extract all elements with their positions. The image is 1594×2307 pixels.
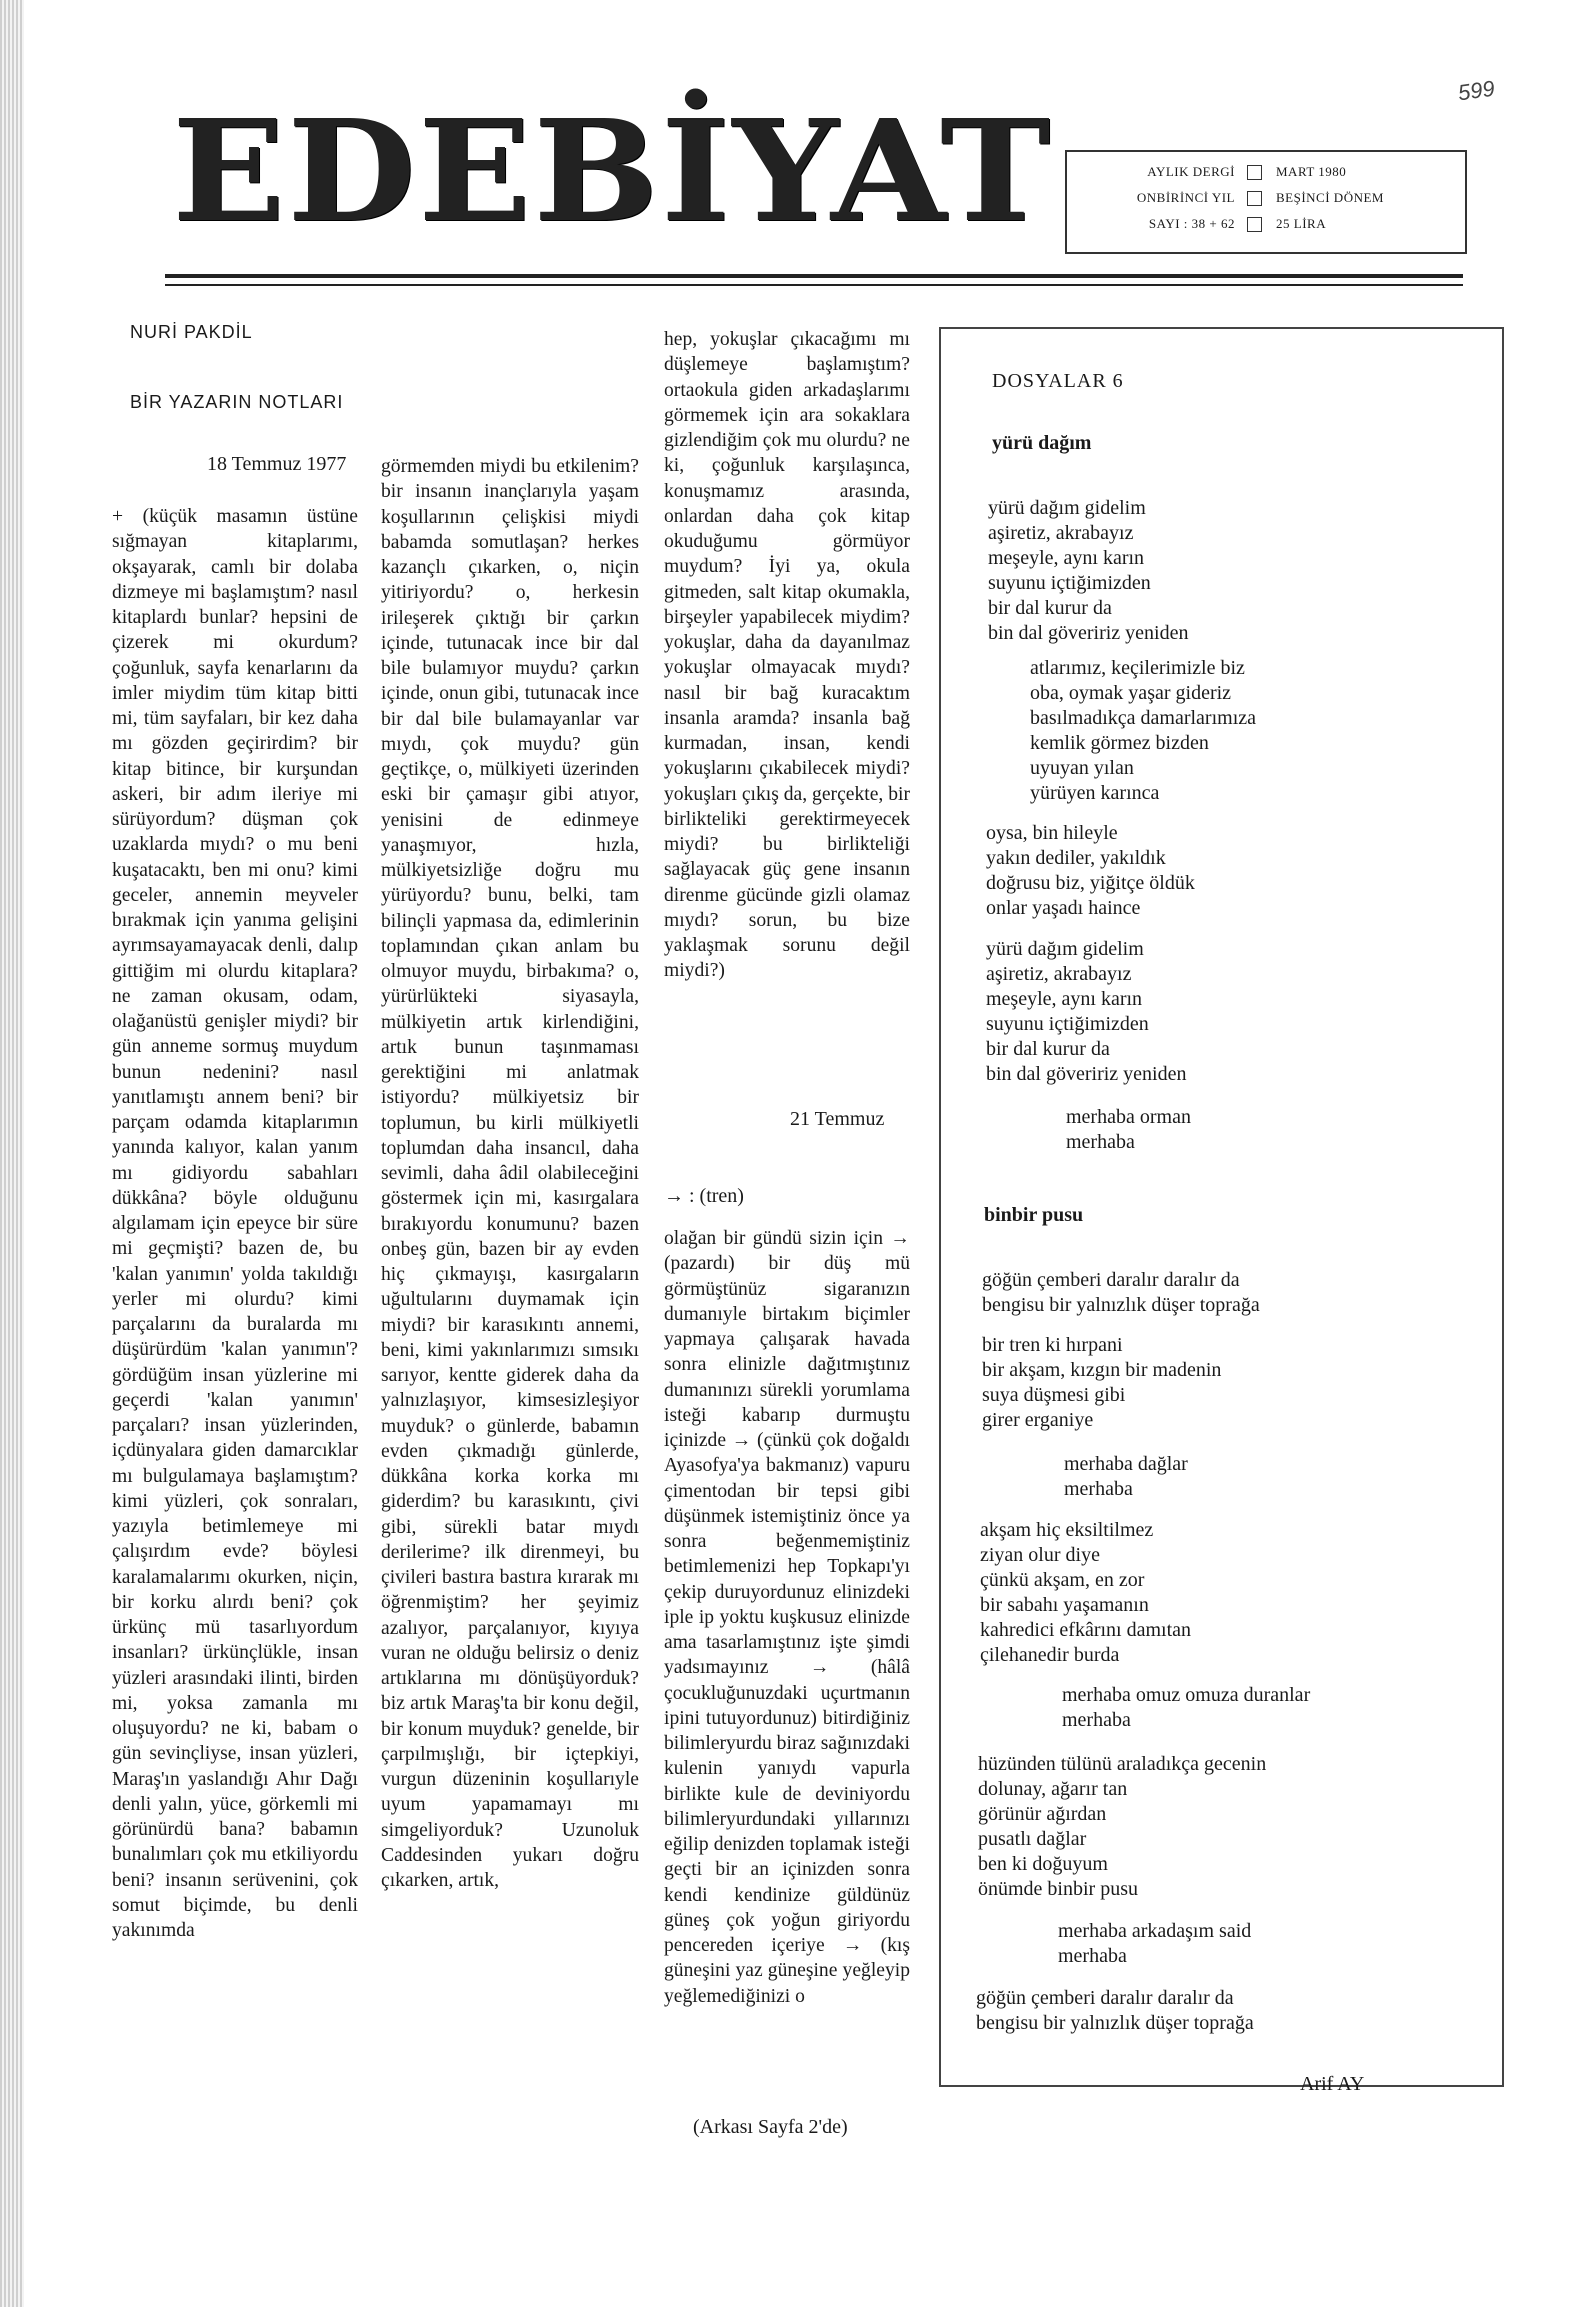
poem-title: yürü dağım [992,432,1092,454]
info-label: ONBİRİNCİ YIL [1136,190,1235,205]
info-row-3 [1067,216,1326,232]
info-label: SAYI : 38 + 62 [1148,216,1235,231]
poem-stanza: akşam hiç eksiltilmez ziyan olur diye çünkü akşam, en zor bir sabahı yaşamanın kahredici efkârını damıtan çilehanedir burda [980,1519,1192,1666]
poem-stanza: merhaba arkadaşım said merhaba [1058,1920,1252,1967]
column-text: görmemden miydi bu etkilenim? bir insanın inançlarıyla yaşam koşullarının çelişkisi miydi babamda somutlaşan? herkes kazançlı çıkarken, o, niçin yitiriyordu? o, herkesin irileşerek çıktığı bir çarkın içinde, tutunacak ince bir dal bile bulamıyor muydu? çarkın içinde, onun gibi, tutunacak ince bir dal bile bulamayanlar var mıydı, çok muydu? gün geçtikçe, o, mülkiyeti üzerinden eski bir çamaşır gibi atıyor, yenisini de edinmeye yanaşmıyor, hızla, mülkiyetsizliğe doğru mu yürüyordu? bunu, belki, tam bilinçli yapmasa da, edimlerinin toplamından çıkan anlam bu olmuyor muydu, birbakıma? o, yürürlükteki siyasayla, mülkiyetin artık kirlendiğini, artık bunun taşınmaması gerektiğini mi anlatmak istiyordu? mülkiyetsiz bir toplumun, bu kirli mülkiyetli toplumdan daha insancıl, daha sevimli, daha âdil olabileceğini göstermek için mi, kasırgalara bırakıyordu konumunu? bazen onbeş gün, bazen bir ay evden hiç çıkmayışı, kasırgaların uğultularını duymamak için miydi? bir karasıkıntı annemi, beni, kimi yakınlarımızı sımsıkı sarıyor, kentte giderek daha da yalnızlaşıyor, kimsesizleşiyor muyduk? o günlerde, babamın evden çıkmadığı günlerde, dükkâna korka korka mı giderdim? bu karasıkıntı, çivi gibi, sürekli batar mıydı derilerime? ilk direnmeyi, bu çivileri bastıra bastıra kırarak mı öğrenmiştim? her şeyimiz azalıyor, parçalanıyor, kıyıya vuran ne olduğu belirsiz o deniz artıklarına mı dönüşüyorduk? biz artık Maraş'ta bir konu değil, bir konum muyduk? genelde, bir çarpılmışlığı, bir içtepkiyi, vurgun düzeninin koşullarıyle uyum yapamamayı mı simgeliyorduk? Uzunoluk Caddesinden yukarı doğru çıkarken, artık, [381,456,639,1891]
checkbox-square [1247,191,1262,206]
poem-stanza: oysa, bin hileyle yakın dediler, yakıldık doğrusu biz, yiğitçe öldük onlar yaşadı haince [986,822,1195,919]
column-text: + (küçük masamın üstüne sığmayan kitaplarımı, okşayarak, camlı bir dolaba dizmeye mi başlamıştım? nasıl kitaplardı bunlar? hepsini de çizerek mi okurdum? çoğunluk, sayfa kenarlarını da imler miydim tüm kitap bitti mi, tüm sayfaları, bir kez daha mı gözden geçirirdim? bir kitap bitince, bir kurşundan askeri, bir adım ileriye mi sürüyordum? düşman çok uzaklarda mıydı? o mu beni kuşatacaktı, ben mi onu? kimi geceler, annemin meyveler bırakmak için yanıma gelişini ayrımsayamayacak denli, dalıp gittiğim mi olurdu kitaplara? ne zaman okusam, odam, olağanüstü genişler miydi? bir gün anneme sormuş muydum bunun nedenini? nasıl yanıtlamıştı annem beni? bir parçam odamda kitaplarımın yanında kalıyor, kalan yanım mı gidiyordu sabahları dükkâna? böyle olduğunu algılamam için epeyce bir süre mi geçmişti? bazen de, bu 'kalan yanımın' yolda takıldığı yerler mi olurdu? kimi parçalarını da buralarda mı düşürürdüm 'kalan yanımın'? gördüğüm insan yüzlerine mi geçerdi 'kalan yanımın' parçaları? insan yüzlerinden, içdünyalara giden damarcıklar mı bulgulamaya başlamıştım? kimi yüzleri, çok sonraları, yazıyla betimlemeye mi çalışırdım evde? böylesi karalamalarımı okurken, niçin, bir korku alırdı beni? çok ürkünç mü tasarlıyordum insanları? ürkünçlükle, insan yüzleri arasındaki ilinti, birden mi, yoksa zamanla mı oluşuyordu? ne ki, babam o gün sevinçliyse, insan yüzleri, Maraş'ın yaslandığı Ahır Dağı denli yalın, yüce, görkemli mi görünürdü bana? babamın bunalımları çok mu etkiliyordu beni? insanın serüvenini, çok somut biçimde, bu denli yakınımda [112,506,358,1941]
info-value: MART 1980 [1276,164,1347,179]
checkbox-square [1247,217,1262,232]
poem-stanza: yürü dağım gidelim aşiretiz, akrabayız meşeyle, aynı karın suyunu içtiğimizden bir dal kurur da bin dal göveririz yeniden [986,938,1187,1085]
poem-stanza: atlarımız, keçilerimizle biz oba, oymak yaşar gideriz basılmadıkça damarlarımıza kemlik görmez bizden uyuyan yılan yürüyen karınca [1030,657,1257,804]
column-text: hep, yokuşlar çıkacağımı mı düşlemeye başlamıştım? ortaokula giden arkadaşlarımı görmemek için ara sokaklara gizlendiğim çok mu olurdu? ne ki, çoğunluk karşılaşınca, konuşmamız arasında, onlardan daha çok kitap okuduğumu görmüyor muydum? İyi ya, okula gitmeden, salt kitap okumakla, birşeyler yapabilecek miydim? yokuşlar, daha da dayanılmaz yokuşlar olmayacak mıydı? nasıl bir bağ kuracaktım insanla aramda? insanla bağ kurmadan, insan, kendi yokuşlarını çıkabilecek miydi? yokuşları çıkış da, gerçekte, bir birlikteliki gerektirmeyecek miydi? bu birlikteliği sağlayacak güç gene insanın direnme gücünde gizli olamaz mıydı? sorun, bu bize yaklaşmak sorunu değil miydi?) [664,329,910,982]
tren-note: → : (tren) [664,1185,744,1207]
page-spine-shadow [0,0,24,2307]
info-row-2 [1067,190,1384,206]
poem-stanza: hüzünden tülünü araladıkça gecenin dolunay, ağarır tan görünür ağırdan pusatlı dağlar ben ki doğuyum önümde binbir pusu [978,1753,1267,1900]
article-subtitle: BİR YAZARIN NOTLARI [130,392,344,412]
poem-stanza: merhaba omuz omuza duranlar merhaba [1062,1684,1311,1731]
checkbox-square [1247,165,1262,180]
info-value: BEŞİNCİ DÖNEM [1276,190,1384,205]
article-column-2 [381,454,639,1893]
dossier-heading: DOSYALAR 6 [992,370,1124,392]
article-column-3-bottom [664,1226,910,2009]
poem-stanza: yürü dağım gidelim aşiretiz, akrabayız meşeyle, aynı karın suyunu içtiğimizden bir dal kurur da bin dal göveririz yeniden [988,497,1189,644]
magazine-logo: EDEBİYAT [172,90,1053,254]
article-column-1 [112,504,358,1943]
info-row-1 [1067,164,1346,180]
poem-title: binbir pusu [984,1204,1084,1226]
continued-note: (Arkası Sayfa 2'de) [693,2116,848,2138]
poem-stanza: merhaba dağlar merhaba [1064,1453,1188,1500]
poem-stanza: göğün çemberi daralır daralır da bengisu bir yalnızlık düşer toprağa [976,1987,1254,2034]
poem-stanza: göğün çemberi daralır daralır da bengisu bir yalnızlık düşer toprağa [982,1269,1260,1316]
info-label: AYLIK DERGİ [1147,164,1235,179]
issue-info-box [1065,150,1467,254]
header-rule-thin [165,284,1463,286]
masthead [172,90,1077,254]
poet-signature: Arif AY [1300,2073,1365,2095]
poem-stanza: merhaba orman merhaba [1066,1106,1191,1153]
info-value: 25 LİRA [1276,216,1327,231]
article-author: NURİ PAKDİL [130,322,253,342]
header-rule [165,274,1463,278]
entry-date: 21 Temmuz [790,1108,885,1130]
poem-stanza: bir tren ki hırpani bir akşam, kızgın bir madenin suya düşmesi gibi girer erganiye [982,1334,1222,1431]
handwritten-page-number: 599 [1456,75,1497,106]
column-text: olağan bir gündü sizin için → (pazardı) bir düş mü görmüştünüz sigaranızın dumanıyle birtakım biçimler yapmaya çalışarak havada sonra elinizle dağıtmıştınız dumanınızı sürekli yorumlama isteği kabarıp durmuştu içinizde → (çünkü çok doğaldı Ayasofya'ya bakmanız) vapuru çimentodan bir tepsi gibi düşünmek istemiştiniz önce ya sonra beğenmemiştiniz betimlemenizi hep Topkapı'yı çekip duruyordunuz elinizdeki iple ip yoktu kuşkusuz elinizde ama tasarlamıştınız işte şimdi yadsımayınız → (hâlâ çocukluğunuzdaki uçurtmanın ipini tutuyordunuz) bitirdiğiniz bilimleryurdu biraz sağınızdaki kulenin yanıydı vapurla birlikte kule de deviniyordu bilimleryurdundaki yıllarınızı eğilip denizden toplamak isteği geçti bir an içinizden sonra kendi kendinize güldünüz güneş çok yoğun giriyordu pencereden içeriye → (kış güneşini yaz güneşine yeğleyip yeğlemediğinizi o [664,1228,910,2007]
article-column-3-top [664,327,910,984]
entry-date: 18 Temmuz 1977 [207,453,347,475]
